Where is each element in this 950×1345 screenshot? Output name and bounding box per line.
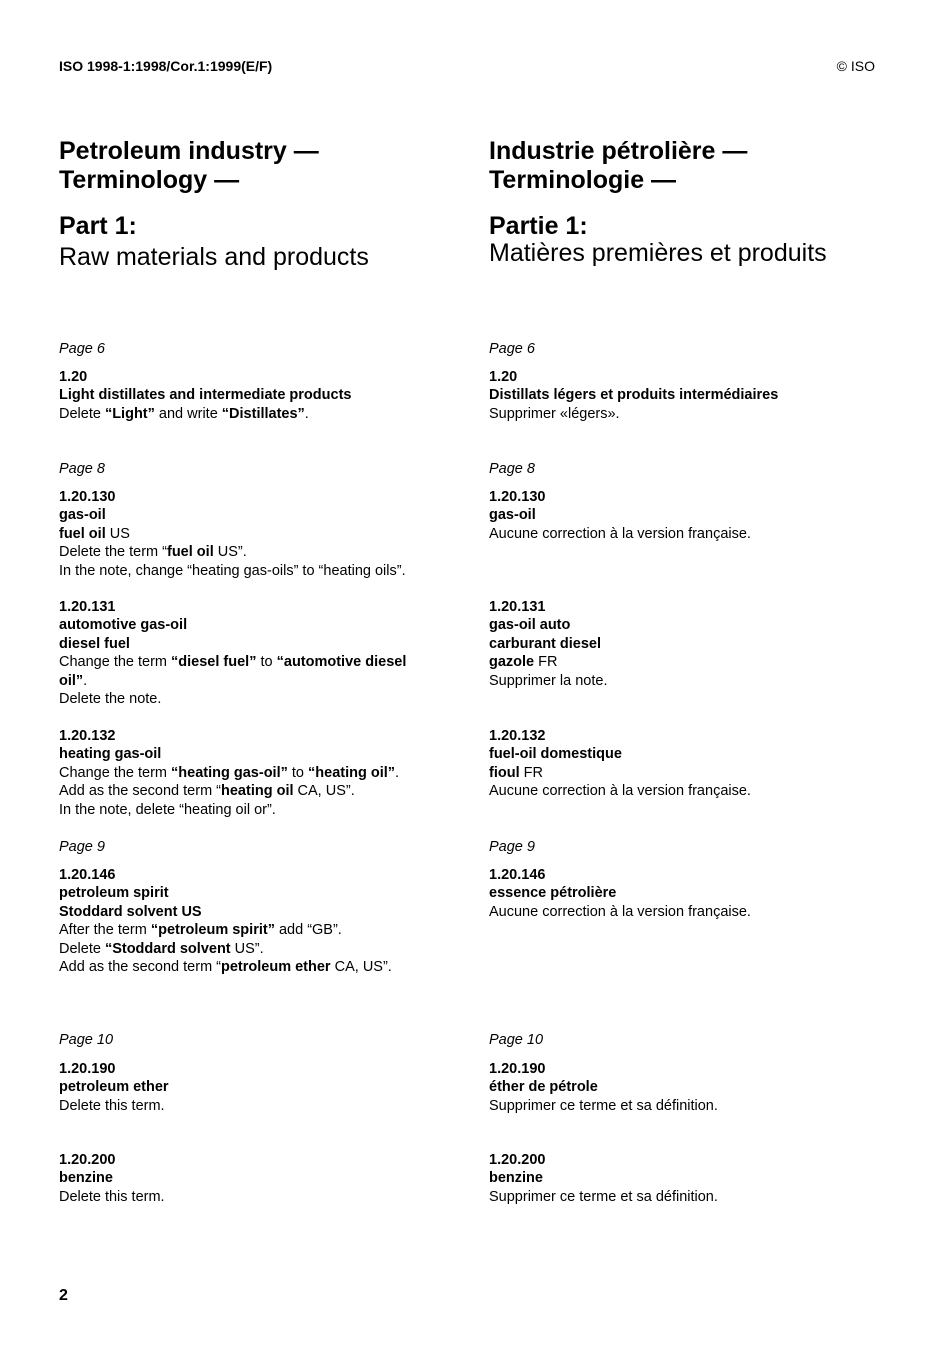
entry-text: Supprimer ce terme et sa définition. xyxy=(489,1097,718,1114)
entry-text: Delete the term “fuel oil US”. xyxy=(59,544,247,561)
subtitle-en: Raw materials and products xyxy=(59,243,369,271)
entry-fr-1-20-200 xyxy=(489,1151,889,1206)
entry-fr-1-20-132 xyxy=(489,727,889,801)
entry-number: 1.20.130 xyxy=(59,489,116,505)
entry-number: 1.20.190 xyxy=(59,1061,116,1077)
page-number: 2 xyxy=(59,1287,68,1304)
entry-term: fuel-oil domestique xyxy=(489,746,622,763)
entry-text: Supprimer la note. xyxy=(489,672,608,689)
entry-text: Aucune correction à la version française. xyxy=(489,525,751,542)
title-block-fr xyxy=(489,137,909,268)
entry-number: 1.20 xyxy=(59,369,88,385)
subtitle-fr: Matières premières et produits xyxy=(489,239,827,267)
entry-term: gas-oil xyxy=(489,507,536,524)
entry-fr-1-20-190 xyxy=(489,1060,889,1115)
document-id: ISO 1998-1:1998/Cor.1:1999(E/F) xyxy=(59,58,273,74)
entry-term: petroleum spirit xyxy=(59,885,169,902)
entry-fr-1-20-130 xyxy=(489,488,889,543)
entry-term-secondary: diesel fuel xyxy=(59,635,130,652)
entry-number: 1.20.190 xyxy=(489,1061,546,1077)
entry-number: 1.20.200 xyxy=(59,1152,116,1168)
title-fr-line2: Terminologie — xyxy=(489,166,677,194)
entry-term: petroleum ether xyxy=(59,1079,169,1096)
entry-text: Delete this term. xyxy=(59,1097,165,1114)
entry-en-1-20-190 xyxy=(59,1060,459,1115)
entry-term: automotive gas-oil xyxy=(59,617,188,634)
entry-term: benzine xyxy=(59,1170,113,1187)
entry-text: Aucune correction à la version française. xyxy=(489,903,751,920)
entry-text: Aucune correction à la version française. xyxy=(489,783,751,800)
copyright-notice: © ISO xyxy=(836,58,875,74)
entry-en-1-20-146 xyxy=(59,866,459,976)
entry-term-secondary: fioul FR xyxy=(489,764,543,781)
entry-number: 1.20.200 xyxy=(489,1152,546,1168)
entry-text: Supprimer ce terme et sa définition. xyxy=(489,1188,718,1205)
title-fr-line1: Industrie pétrolière — xyxy=(489,137,748,165)
entry-term-secondary: carburant diesel xyxy=(489,635,602,652)
entry-en-1-20 xyxy=(59,368,459,423)
entry-number: 1.20 xyxy=(489,369,518,385)
page-label-en-9: Page 9 xyxy=(59,839,105,855)
entry-number: 1.20.130 xyxy=(489,489,546,505)
entry-term: essence pétrolière xyxy=(489,885,617,902)
entry-text: Change the term “heating gas-oil” to “heating oil”. xyxy=(59,764,400,781)
entry-text: Delete “Light” and write “Distillates”. xyxy=(59,405,309,422)
entry-term: gas-oil xyxy=(59,507,106,524)
title-en-line1: Petroleum industry — xyxy=(59,137,319,165)
entry-text: Add as the second term “heating oil CA, US”. xyxy=(59,783,355,800)
page-label-fr-9: Page 9 xyxy=(489,839,535,855)
page-label-fr-6: Page 6 xyxy=(489,341,535,357)
part-en: Part 1: xyxy=(59,212,137,240)
entry-fr-1-20-146 xyxy=(489,866,889,921)
title-block-en xyxy=(59,137,459,272)
entry-term: éther de pétrole xyxy=(489,1079,598,1096)
entry-text: Delete “Stoddard solvent US”. xyxy=(59,940,264,957)
entry-text: Delete the note. xyxy=(59,691,162,708)
entry-en-1-20-130 xyxy=(59,488,459,580)
entry-en-1-20-200 xyxy=(59,1151,459,1206)
entry-fr-1-20-131 xyxy=(489,598,889,690)
entry-number: 1.20.132 xyxy=(59,728,116,744)
title-en-line2: Terminology — xyxy=(59,166,240,194)
entry-text: oil”. xyxy=(59,672,88,689)
entry-term-tertiary: gazole FR xyxy=(489,654,558,671)
entry-en-1-20-132 xyxy=(59,727,459,819)
page-label-fr-8: Page 8 xyxy=(489,461,535,477)
page-label-en-6: Page 6 xyxy=(59,341,105,357)
entry-term: heating gas-oil xyxy=(59,746,162,763)
entry-term: Distillats légers et produits intermédiaires xyxy=(489,387,779,404)
page-label-fr-10: Page 10 xyxy=(489,1032,544,1048)
entry-text: Supprimer «légers». xyxy=(489,405,620,422)
entry-term-secondary: fuel oil US xyxy=(59,525,130,542)
entry-term: gas-oil auto xyxy=(489,617,571,634)
entry-text: Change the term “diesel fuel” to “automotive diesel xyxy=(59,654,407,671)
entry-text: Delete this term. xyxy=(59,1188,165,1205)
entry-term: Light distillates and intermediate products xyxy=(59,387,352,404)
part-fr: Partie 1: xyxy=(489,212,588,240)
entry-number: 1.20.131 xyxy=(489,599,546,615)
entry-text: Add as the second term “petroleum ether CA, US”. xyxy=(59,959,392,976)
page-label-en-10: Page 10 xyxy=(59,1032,114,1048)
entry-text: In the note, change “heating gas-oils” to “heating oils”. xyxy=(59,562,406,579)
entry-en-1-20-131 xyxy=(59,598,459,708)
entry-number: 1.20.132 xyxy=(489,728,546,744)
entry-fr-1-20 xyxy=(489,368,889,423)
entry-number: 1.20.146 xyxy=(59,867,116,883)
page-label-en-8: Page 8 xyxy=(59,461,105,477)
entry-number: 1.20.131 xyxy=(59,599,116,615)
entry-term: benzine xyxy=(489,1170,543,1187)
entry-text: In the note, delete “heating oil or”. xyxy=(59,801,276,818)
entry-text: After the term “petroleum spirit” add “GB”. xyxy=(59,922,342,939)
entry-term-secondary: Stoddard solvent US xyxy=(59,903,202,920)
entry-number: 1.20.146 xyxy=(489,867,546,883)
